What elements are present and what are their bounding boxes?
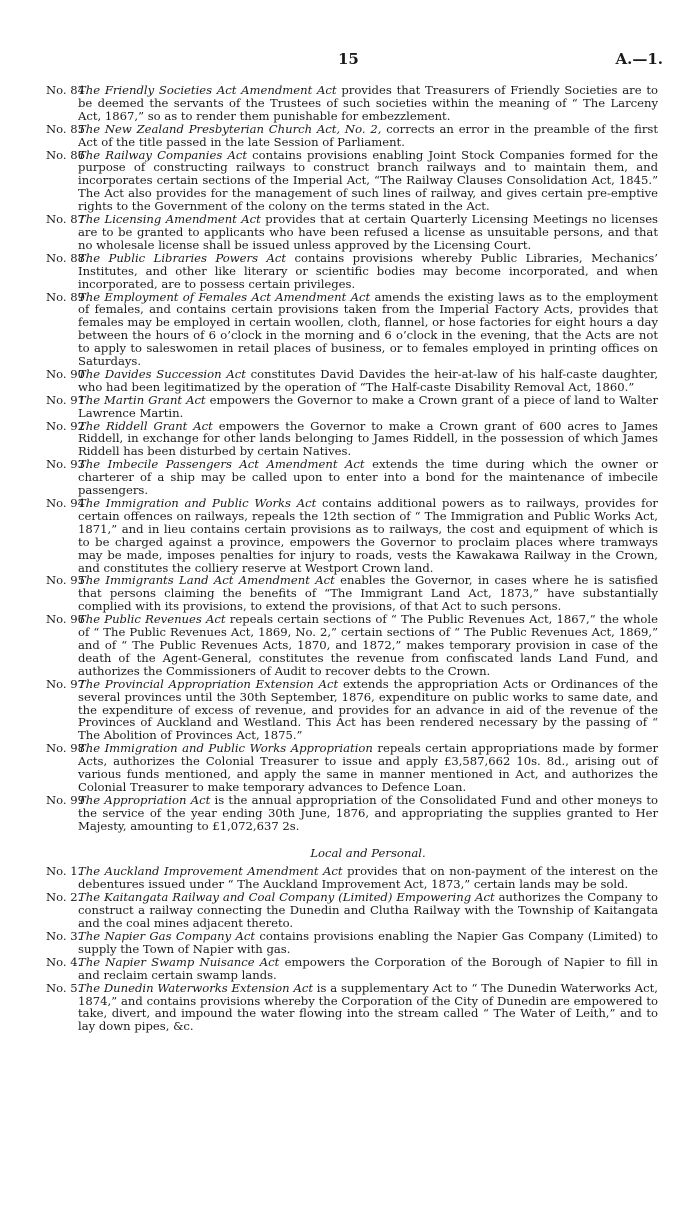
- act-text: constitutes David Davides the heir-at-law of his half-caste daughter, who had been legitimatized by the operation of “The Half-caste Disability Removal Act, 1860.”: [78, 366, 659, 394]
- act-description: [78, 123, 658, 149]
- act-entry: [46, 865, 658, 891]
- act-number: No. 2.: [46, 890, 82, 905]
- act-title: The Immigration and Public Works Appropriation: [78, 741, 373, 756]
- act-number: No. 87.: [46, 212, 89, 227]
- act-text: contains provisions enabling Joint Stock Companies formed for the purpose of constructing railways to construct branch railways and to maintain them, and incorporates certain sections of the Imperial Act, “The Railway Clauses Consolidation Act, 1845.” The Act also provides for the management of such lines of railway, and gives certain pre-emptive rights to the Government of the colony on the terms stated in the Act.: [78, 147, 658, 214]
- act-text: enables the Governor, in cases where he is satisfied that persons claiming the benefits of “The Immigrant Land Act, 1873,” have substantially complied with its provisions, to extend the provisions, of that Act to such persons.: [78, 573, 658, 614]
- act-title: The Railway Companies Act: [78, 147, 247, 162]
- act-number: No. 88.: [46, 250, 89, 265]
- act-title: The Napier Gas Company Act: [78, 929, 256, 943]
- act-title: The Provincial Appropriation Extension Act: [78, 676, 339, 691]
- act-title: The Martin Grant Act: [78, 392, 206, 407]
- act-description: [78, 865, 658, 891]
- act-entry: [46, 458, 658, 497]
- act-title: The Auckland Improvement Amendment Act: [78, 864, 343, 879]
- act-text: contains additional powers as to railways, provides for certain offences on railways, repeals the 12th section of “ The Immigration and Public Works Act, 1871,” and in lieu contains certain provisions as to railways, the cost and equipment of which is to be charged against a province, empowers the Governor to proclaim places where tramways may be made, imposes penalties for injury to roads, vests the Kawakawa Railway in the Crown, and constitutes the colliery reserve at Westport Crown land.: [78, 496, 658, 575]
- act-number: No. 86.: [46, 147, 89, 162]
- act-entry: [46, 742, 658, 794]
- act-number: No. 96.: [46, 612, 89, 627]
- page-header: [0, 50, 700, 72]
- act-title: The Licensing Amendment Act: [78, 212, 261, 227]
- act-title: The Davides Succession Act: [78, 366, 246, 381]
- act-entry: [46, 574, 658, 613]
- act-title: The Imbecile Passengers Act Amendment Act: [78, 457, 365, 472]
- act-description: [78, 678, 658, 743]
- act-description: [78, 149, 658, 214]
- act-text: authorizes the Company to construct a railway connecting the Dunedin and Clutha Railway with the Township of Kaitangata and the coal mines adjacent thereto.: [78, 890, 658, 931]
- document-body: [46, 84, 658, 1033]
- act-entry: [46, 891, 658, 930]
- act-title: The Napier Swamp Nuisance Act: [78, 954, 280, 969]
- act-entry: [46, 368, 658, 394]
- act-number: No. 3.: [46, 929, 82, 943]
- act-number: No. 89.: [46, 289, 89, 304]
- act-number: No. 99.: [46, 792, 89, 807]
- act-entry: [46, 213, 658, 252]
- act-title: The Friendly Societies Act Amendment Act: [78, 83, 337, 97]
- act-entry: [46, 956, 658, 982]
- act-description: [78, 982, 658, 1034]
- act-description: [78, 84, 658, 123]
- act-title: The Immigration and Public Works Act: [78, 496, 317, 510]
- act-description: [78, 368, 658, 394]
- act-text: is the annual appropriation of the Consolidated Fund and other moneys to the service of the year ending 30th June, 1876, and appropriating the supplies granted to Her Majesty, amounting to £1,072,637 2s.: [78, 792, 658, 833]
- act-entry: [46, 420, 658, 459]
- act-title: The Employment of Females Act Amendment Act: [78, 289, 371, 304]
- act-text: empowers the Corporation of the Borough of Napier to fill in and reclaim certain swamp lands.: [78, 954, 658, 982]
- act-entry: [46, 252, 658, 291]
- act-title: The Immigrants Land Act Amendment Act: [78, 573, 335, 588]
- act-title: The Dunedin Waterworks Extension Act: [78, 980, 313, 995]
- local-acts-list: [46, 865, 658, 1033]
- act-description: [78, 956, 658, 982]
- act-description: [78, 213, 658, 252]
- act-text: empowers the Governor to make a Crown grant of a piece of land to Walter Lawrence Martin.: [78, 392, 658, 420]
- act-number: No. 1.: [46, 864, 82, 879]
- act-entry: [46, 123, 658, 149]
- act-text: repeals certain sections of “ The Public Revenues Act, 1867,” the whole of “ The Public Revenues Act, 1869, No. 2,” certain sections of “ The Public Revenues Act, 1869,” and of “ The Public Revenues Acts, 1870, and 1872,” makes temporary provision in case of the death of the Agent-General, constitutes the revenue from confiscated lands Land Fund, and authorizes the Commissioners of Audit to recover debts to the Crown.: [78, 612, 658, 678]
- act-title: The Riddell Grant Act: [78, 418, 213, 433]
- act-number: No. 95.: [46, 573, 89, 588]
- act-description: [78, 497, 658, 574]
- act-description: [78, 458, 658, 497]
- act-text: repeals certain appropriations made by former Acts, authorizes the Colonial Treasurer to issue and apply £3,587,662 10s. 8d., arising out of various funds mentioned, and apply the same in manner mentioned in Act, and authorizes the Colonial Treasurer to make temporary advances to Defence Loan.: [78, 741, 658, 794]
- act-entry: [46, 613, 658, 678]
- act-number: No. 4.: [46, 954, 82, 969]
- act-number: No. 84.: [46, 83, 89, 97]
- act-entry: [46, 84, 658, 123]
- act-text: extends the appropriation Acts or Ordinances of the several provinces until the 30th September, 1876, expenditure on public works to same date, and the expenditure of excess of revenue, and provides for an advance in aid of the revenue of the Provinces of Auckland and Westland. This Act has been rendered necessary by the passing of “ The Abolition of Provinces Act, 1875.”: [78, 676, 658, 743]
- act-text: amends the existing laws as to the employment of females, and contains certain provisions taken from the Imperial Factory Acts, provides that females may be employed in certain woollen, cloth, flannel, or hose factories for eight hours a day between the hours of 6 o’clock in the morning and 6 o’clock in the evening, that the Acts are not to apply to saleswomen in retail places of business, or to females employed in printing offices on Saturdays.: [78, 289, 658, 369]
- act-title: The Kaitangata Railway and Coal Company (Limited) Empowering Act: [78, 890, 495, 905]
- act-number: No. 98.: [46, 741, 89, 756]
- act-number: No. 90.: [46, 366, 89, 381]
- act-text: provides that Treasurers of Friendly Societies are to be deemed the servants of the Trustees of such societies within the meaning of “ The Larceny Act, 1867,” so as to render them punishable for embezzlement.: [78, 83, 658, 123]
- act-entry: [46, 291, 658, 368]
- act-description: [78, 891, 658, 930]
- section-heading: Local and Personal.: [310, 845, 426, 860]
- act-number: No. 97.: [46, 676, 89, 691]
- act-entry: [46, 982, 658, 1034]
- act-description: [78, 742, 658, 794]
- act-description: [78, 394, 658, 420]
- act-text: provides that on non-payment of the interest on the debentures issued under “ The Auckland Improvement Act, 1873,” certain lands may be sold.: [78, 864, 659, 892]
- act-description: [78, 291, 658, 368]
- act-text: empowers the Governor to make a Crown grant of 600 acres to James Riddell, in exchange for other lands belonging to James Riddell, in the possession of which James Riddell has been disturbed by certain Natives.: [78, 418, 659, 459]
- act-number: No. 92.: [46, 418, 89, 433]
- act-entry: [46, 794, 658, 833]
- act-title: The Public Revenues Act: [78, 612, 226, 627]
- document-reference: A.—1.: [615, 50, 663, 68]
- act-description: [78, 930, 658, 956]
- act-title: The New Zealand Presbyterian Church Act, No. 2,: [78, 121, 382, 136]
- act-entry: [46, 930, 658, 956]
- act-entry: [46, 149, 658, 214]
- act-text: is a supplementary Act to “ The Dunedin Waterworks Act, 1874,” and contains provisions whereby the Corporation of the City of Dunedin are empowered to take, divert, and impound the water flowing into the stream called “ The Water of Leith,” and to lay down pipes, &c.: [78, 980, 658, 1034]
- act-number: No. 91.: [46, 392, 89, 407]
- act-description: [78, 613, 658, 678]
- act-entry: [46, 394, 658, 420]
- act-description: [78, 794, 658, 833]
- act-number: No. 94.: [46, 496, 89, 510]
- general-acts-list: [46, 84, 658, 833]
- act-entry: [46, 678, 658, 743]
- act-entry: [46, 497, 658, 574]
- act-number: No. 5.: [46, 980, 82, 995]
- act-number: No. 93.: [46, 457, 89, 472]
- act-title: The Public Libraries Powers Act: [78, 250, 287, 265]
- act-text: corrects an error in the preamble of the first Act of the title passed in the late Session of Parliament.: [78, 121, 658, 149]
- act-description: [78, 252, 658, 291]
- act-number: No. 85.: [46, 121, 89, 136]
- act-text: extends the time during which the owner or charterer of a ship may be called upon to enter into a bond for the maintenance of imbecile passengers.: [78, 457, 658, 498]
- act-title: The Appropriation Act: [78, 792, 211, 807]
- act-text: provides that at certain Quarterly Licensing Meetings no licenses are to be granted to applicants who have been refused a license as unsuitable persons, and that no wholesale license shall be issued unless approved by the Licensing Court.: [78, 212, 659, 252]
- act-description: [78, 574, 658, 613]
- act-description: [78, 420, 658, 459]
- act-text: contains provisions whereby Public Libraries, Mechanics’ Institutes, and other like literary or scientific bodies may become incorporated, and when incorporated, are to possess certain privileges.: [78, 250, 658, 291]
- act-text: contains provisions enabling the Napier Gas Company (Limited) to supply the Town of Napier with gas.: [78, 929, 658, 956]
- page-number: 15: [338, 50, 359, 68]
